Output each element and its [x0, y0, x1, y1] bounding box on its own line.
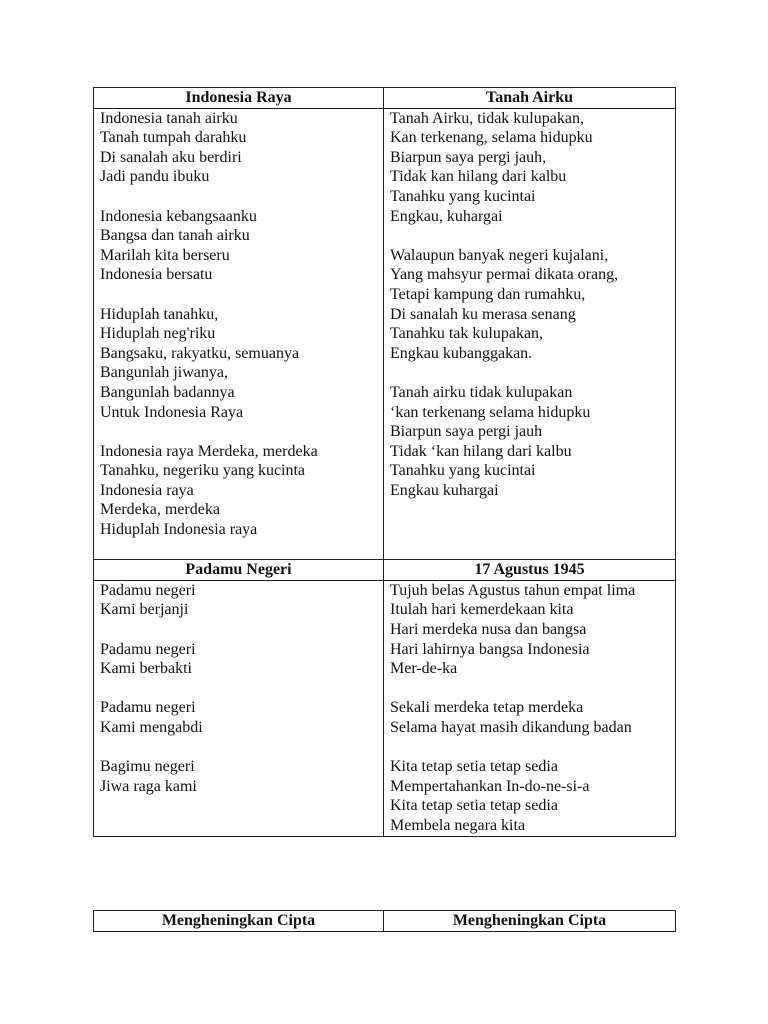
lyric-line: Bangsa dan tanah airku [100, 227, 250, 245]
song-lyrics-tanah-airku [384, 108, 676, 560]
lyric-line: Kami berjanji [100, 601, 189, 619]
stanza-break [100, 738, 377, 758]
lyric-line: Engkau kubanggakan. [390, 344, 533, 362]
stanza-break [390, 363, 669, 383]
lyrics-block [100, 109, 377, 540]
lyric-line: Tanahku yang kucintai [390, 462, 536, 480]
song-lyrics-padamu-negeri [94, 580, 384, 836]
stanza-break [390, 226, 669, 246]
lyric-line: Kita tetap setia tetap sedia [390, 797, 558, 815]
lyric-line: Hiduplah tanahku, [100, 305, 219, 323]
song-title-mengheningkan-cipta: Mengheningkan Cipta [384, 911, 676, 932]
lyric-line: Indonesia kebangsaanku [100, 207, 257, 225]
table-row [94, 580, 676, 836]
lyric-line: Hiduplah neg'riku [100, 325, 216, 343]
lyric-line: Jadi pandu ibuku [100, 168, 210, 186]
lyric-line: Hari lahirnya bangsa Indonesia [390, 640, 590, 658]
lyric-line: Marilah kita berseru [100, 246, 230, 264]
lyric-line: Jiwa raga kami [100, 777, 197, 795]
lyric-line: Tetapi kampung dan rumahku, [390, 285, 586, 303]
lyric-line: Selama hayat masih dikandung badan [390, 719, 632, 736]
lyric-line: Indonesia tanah airku [100, 109, 238, 127]
song-lyrics-17-agustus [384, 580, 676, 836]
lyric-line: Tanah tumpah darahku [100, 129, 247, 147]
lyric-line: Padamu negeri [100, 581, 196, 599]
lyric-line: Tanahku tak kulupakan, [390, 325, 544, 343]
lyric-line: Indonesia raya [100, 481, 194, 499]
song-title-17-agustus: 17 Agustus 1945 [384, 560, 676, 581]
lyric-line: Tanahku, negeriku yang kucinta [100, 462, 306, 480]
lyric-line: Indonesia raya Merdeka, merdeka [100, 442, 318, 460]
lyric-line: Merdeka, merdeka [100, 501, 220, 519]
table-header-row [94, 88, 676, 109]
song-title-tanah-airku: Tanah Airku [384, 88, 676, 109]
stanza-break [390, 738, 669, 758]
lyric-line: Membela negara kita [390, 816, 526, 834]
lyric-line: Biarpun saya pergi jauh [390, 423, 543, 441]
lyric-line: Hari merdeka nusa dan bangsa [390, 621, 587, 639]
lyric-line: Untuk Indonesia Raya [100, 403, 244, 421]
stanza-break [100, 422, 377, 442]
song-title-mengheningkan-cipta: Mengheningkan Cipta [94, 911, 384, 932]
lyric-line: Biarpun saya pergi jauh, [390, 148, 547, 166]
lyrics-block [390, 581, 669, 836]
lyric-line: Bangunlah jiwanya, [100, 364, 228, 382]
lyric-line: Tujuh belas Agustus tahun empat lima [390, 581, 636, 599]
songs-table [93, 87, 676, 837]
lyric-line: Itulah hari kemerdekaan kita [390, 601, 574, 619]
lyric-line: Yang mahsyur permai dikata orang, [390, 266, 619, 284]
lyric-line: Bagimu negeri [100, 758, 195, 776]
table-header-row [94, 560, 676, 581]
lyric-line: Bangsaku, rakyatku, semuanya [100, 344, 300, 362]
songs-table-2 [93, 910, 676, 932]
lyric-line: ‘kan terkenang selama hidupku [390, 403, 591, 421]
lyric-line: Bangunlah badannya [100, 383, 235, 401]
stanza-break [390, 679, 669, 699]
table-row [94, 108, 676, 560]
lyric-line: Tidak kan hilang dari kalbu [390, 168, 567, 186]
song-title-padamu-negeri: Padamu Negeri [94, 560, 384, 581]
lyric-line: Tanah airku tidak kulupakan [390, 383, 573, 401]
song-lyrics-indonesia-raya [94, 108, 384, 560]
lyric-line: Kan terkenang, selama hidupku [390, 129, 593, 147]
lyric-line: Mer-de-ka [390, 660, 458, 678]
lyric-line: Kami berbakti [100, 660, 192, 678]
lyric-line: Engkau, kuhargai [390, 207, 503, 225]
lyric-line: Padamu negeri [100, 640, 196, 658]
lyric-line: Tidak ‘kan hilang dari kalbu [390, 442, 572, 460]
lyric-line: Kami mengabdi [100, 719, 203, 736]
lyric-line: Walaupun banyak negeri kujalani, [390, 246, 609, 264]
stanza-break [100, 187, 377, 207]
lyric-line: Mempertahankan In-do-ne-si-a [390, 777, 590, 795]
lyric-line: Engkau kuhargai [390, 481, 499, 499]
lyric-line: Hiduplah Indonesia raya [100, 521, 258, 539]
song-title-indonesia-raya: Indonesia Raya [94, 88, 384, 109]
lyric-line: Kita tetap setia tetap sedia [390, 758, 558, 776]
stanza-break [100, 620, 377, 640]
lyric-line: Di sanalah ku merasa senang [390, 305, 576, 323]
lyric-line: Tanahku yang kucintai [390, 187, 536, 205]
stanza-break [100, 285, 377, 305]
lyric-line: Padamu negeri [100, 699, 196, 717]
lyrics-block [390, 109, 669, 501]
lyrics-block [100, 581, 377, 797]
lyric-line: Di sanalah aku berdiri [100, 148, 242, 166]
lyric-line: Tanah Airku, tidak kulupakan, [390, 109, 584, 127]
stanza-break [100, 679, 377, 699]
lyric-line: Indonesia bersatu [100, 266, 213, 284]
table-header-row [94, 911, 676, 932]
lyric-line: Sekali merdeka tetap merdeka [390, 699, 584, 717]
